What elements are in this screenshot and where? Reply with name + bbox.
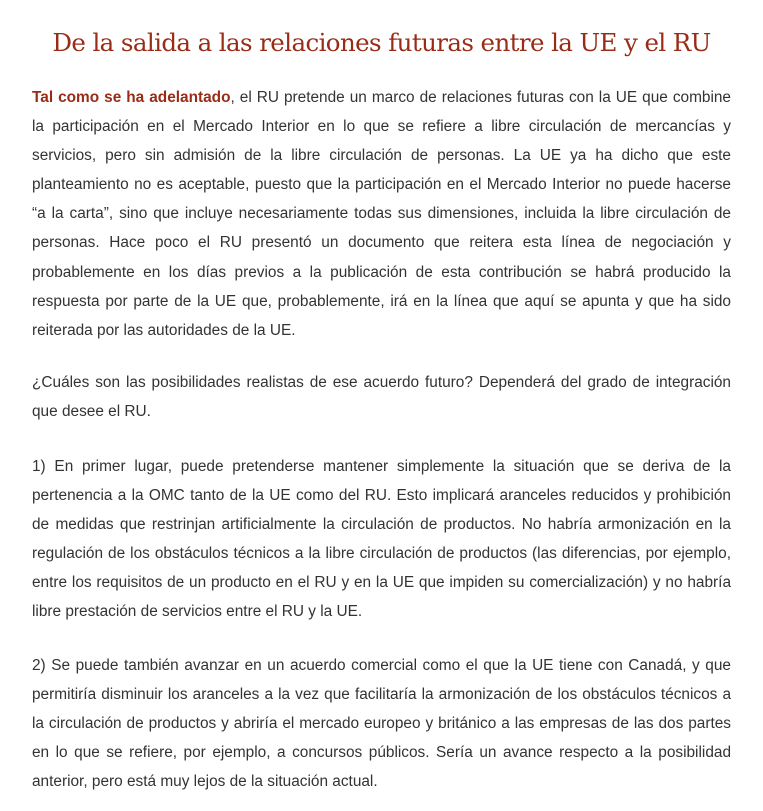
paragraph-1-lead-link[interactable]: Tal como se ha adelantado <box>32 89 231 106</box>
paragraph-1-text: , el RU pretende un marco de relaciones futuras con la UE que combine la participación en el Mercado Interior en lo que se refiere a libre circulación de mercancías y servicios, pero sin admisión de la libre circulación de personas. La UE ya ha dicho que este planteamiento no es aceptable, puesto que la participación en el Mercado Interior no puede hacerse “a la carta”, sino que incluye necesariamente todas sus dimensiones, incluida la libre circulación de personas. Hace poco el RU presentó un documento que reitera esta línea de negociación y probablemente en los días previos a la publicación de esta contribución se habrá producido la respuesta por parte de la UE que, probablemente, irá en la línea que aquí se apunta y que ha sido reiterada por las autoridades de la UE. <box>32 89 731 339</box>
paragraph-2: ¿Cuáles son las posibilidades realistas de ese acuerdo futuro? Dependerá del grado de integración que desee el RU. <box>32 374 731 421</box>
paragraph-3: 1) En primer lugar, puede pretenderse mantener simplemente la situación que se deriva de la pertenencia a la OMC tanto de la UE como del RU. Esto implicará aranceles reducidos y prohibición de medidas que restrinjan artificialmente la circulación de productos. No habría armonización en la regulación de los obstáculos técnicos a la libre circulación de productos (las diferencias, por ejemplo, entre los requisitos de un producto en el RU y en la UE que impiden su comercialización) y no habría libre prestación de servicios entre el RU y la UE. <box>32 458 731 621</box>
paragraph-4: 2) Se puede también avanzar en un acuerdo comercial como el que la UE tiene con Canadá, y que permitiría disminuir los aranceles a la vez que facilitaría la armonización de los obstáculos técnicos a la circulación de productos y abriría el mercado europeo y británico a las empresas de las dos partes en lo que se refiere, por ejemplo, a concursos públicos. Sería un avance respecto a la posibilidad anterior, pero está muy lejos de la situación actual. <box>32 657 731 791</box>
paragraph-1 <box>32 83 731 345</box>
article-title: De la salida a las relaciones futuras entre la UE y el RU <box>52 28 711 57</box>
